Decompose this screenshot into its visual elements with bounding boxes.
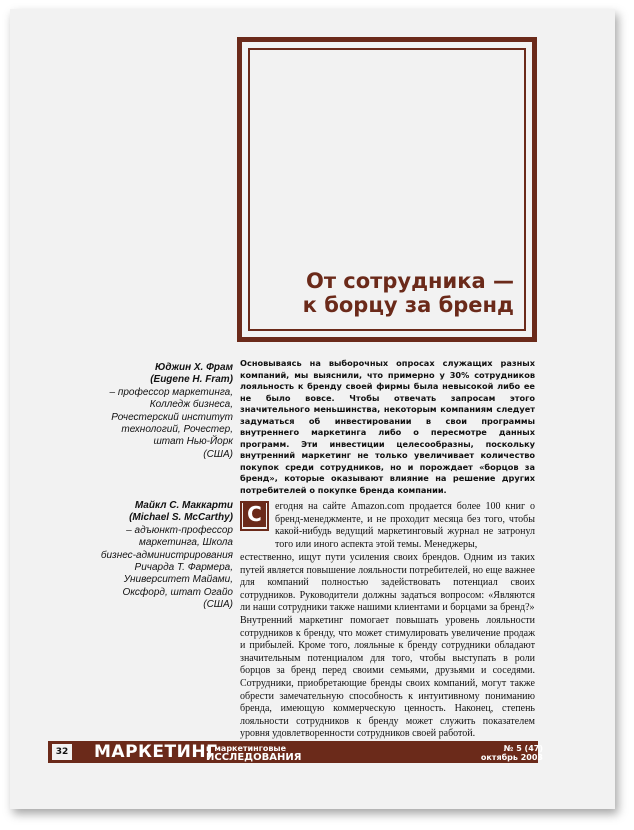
author-name-en: (Eugene H. Fram) — [150, 374, 233, 386]
author-name: Майкл С. Маккарти — [134, 500, 233, 511]
issue-date: октябрь 2003 — [480, 753, 543, 762]
issue-info — [481, 744, 543, 762]
author-affiliation-line: Ричарда Т. Фармера, — [134, 562, 233, 574]
dropcap-letter: С — [243, 501, 266, 527]
author-name: Юджин Х. Фрам — [155, 362, 233, 373]
article-lead: Основываясь на выборочных опросах служащих разных компаний, мы выяснили, что примерно у 30% сотрудников лояльность к бренду своей фирмы была невысокой либо ее не было вовсе. Чтобы отвечать запросам этого значительного меньшинства, некоторым компаниям следует задуматься об инвестировании в свои программы внутреннего маркетинга либо о пересмотре данных программ. Эти инвестиции целесообразны, поскольку внутренний маркетинг не только увеличивает количество покупок среди сотрудников, но и порождает «борцов за бренд», которые оказывают влияние на решение других потребителей о покупке бренда компании. — [240, 358, 535, 495]
author-name-en: (Michael S. McCarthy) — [129, 512, 233, 524]
author-affiliation-line: бизнес-администрирования — [100, 549, 233, 561]
author-affiliation-line: (США) — [203, 599, 233, 611]
author-affiliation-line: (США) — [203, 448, 233, 460]
page-number: 32 — [52, 744, 72, 760]
author-2 — [53, 500, 233, 612]
author-affiliation-line: технологий, Рочестер, — [121, 424, 233, 436]
title-line-2: к борцу за бренд — [302, 293, 514, 317]
paragraph-1-start: егодня на сайте Amazon.com продается более 100 книг о бренд-менеджменте, и не проходит месяца без того, чтобы какой-нибудь ведущий маркетинговый журнал не затронул того или иного аспекта этой темы. Менеджеры, — [275, 501, 535, 550]
paragraph-2: Внутренний маркетинг помогает повышать уровень лояльности сотрудников к бренду, что может стимулировать увеличение продаж и прибылей. Кроме того, лояльные к бренду сотрудники обладают значительным потенциалом для того, чтобы выступать в роли борцов за бренд перед своими семьями, друзьями и соседями. Сотрудники, приобретающие бренды своих компаний, могут также обрести замечательную способность к интуитивному пониманию бренда, имеющую коммерческую ценность. Наконец, степень лояльности сотрудников к бренду может служить показателем уровня удовлетворенности сотрудников своей работой. — [240, 615, 535, 740]
author-affiliation-line: – профессор маркетинга, — [109, 386, 233, 398]
author-affiliation-line: – адъюнкт-профессор — [126, 524, 233, 536]
paragraph-1-rest: естественно, ищут пути усиления своих брендов. Одним из таких путей является повышение лояльности потребителей, но еще важнее для компаний полностью задействовать потенциал своих сотрудников. Руководители должны задаться вопросом: «Являются ли наши сотрудники также нашими клиентами и борцами за бренд?» — [240, 552, 535, 614]
title-frame — [237, 37, 537, 342]
title-line-1: От сотрудника — — [305, 269, 514, 293]
brand-subtitle-line-1: и маркетинговые — [206, 744, 287, 753]
author-1 — [53, 362, 233, 461]
author-affiliation-line: маркетинга, Школа — [139, 537, 233, 549]
author-affiliation-line: Оксфорд, штат Огайо — [122, 586, 233, 598]
author-affiliation-line: штат Нью-Йорк — [153, 436, 233, 448]
article-title — [303, 269, 514, 317]
issue-number: № 5 (47) — [503, 744, 543, 753]
magazine-brand-subtitle — [206, 745, 301, 763]
brand-subtitle-line-2: ИССЛЕДОВАНИЯ — [206, 752, 302, 763]
author-affiliation-line: Колледж бизнеса, — [149, 399, 233, 411]
magazine-brand: МАРКЕТИНГ — [94, 742, 218, 762]
title-frame-inner — [248, 48, 526, 331]
author-affiliation-line: Рочестерский институт — [111, 411, 233, 423]
author-affiliation-line: Университет Майами, — [123, 574, 233, 586]
